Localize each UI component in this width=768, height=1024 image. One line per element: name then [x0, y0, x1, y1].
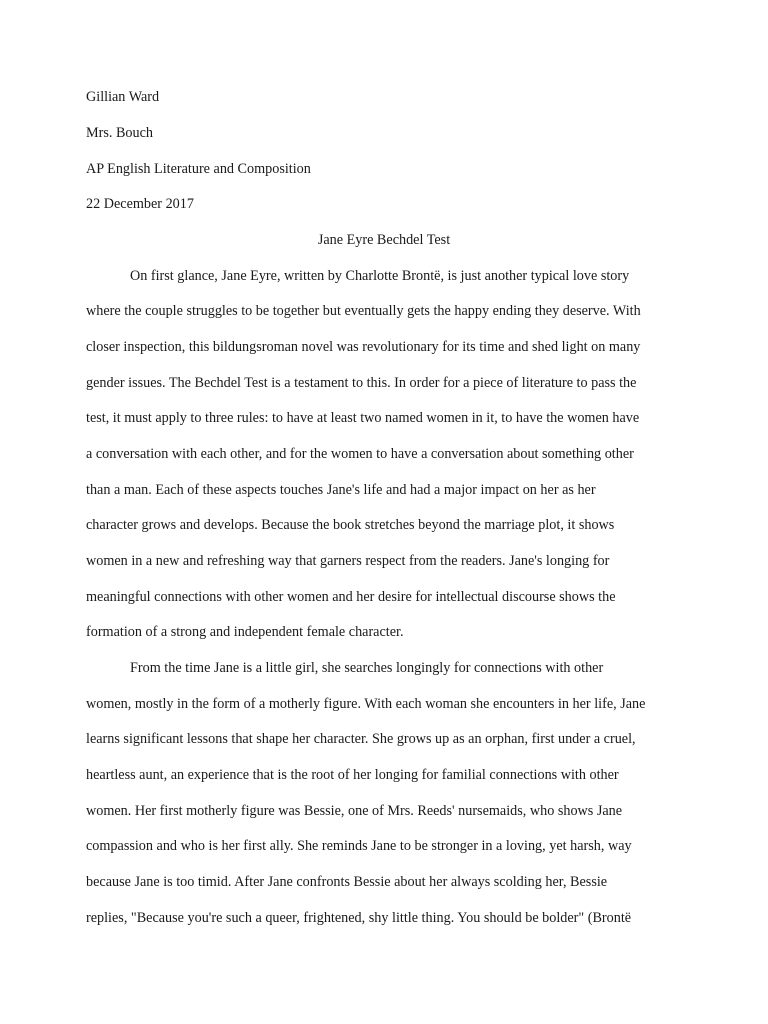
paragraph-1-line-9: women in a new and refreshing way that garners respect from the readers. Jane's longing for	[86, 553, 610, 569]
paragraph-2-line-4: heartless aunt, an experience that is the root of her longing for familial connections with other	[86, 767, 619, 783]
paragraph-2-line-6: compassion and who is her first ally. She reminds Jane to be stronger in a loving, yet harsh, way	[86, 838, 632, 854]
paragraph-1-line-7: than a man. Each of these aspects touches Jane's life and had a major impact on her as her	[86, 482, 596, 498]
paragraph-1-line-11: formation of a strong and independent female character.	[86, 624, 404, 640]
paragraph-1-line-5: test, it must apply to three rules: to have at least two named women in it, to have the women have	[86, 410, 640, 426]
paragraph-1-line-6: a conversation with each other, and for the women to have a conversation about something other	[86, 446, 634, 462]
essay-date: 22 December 2017	[86, 196, 194, 212]
paragraph-2-line-2: women, mostly in the form of a motherly figure. With each woman she encounters in her life, Jane	[86, 696, 646, 712]
paragraph-1-line-8: character grows and develops. Because the book stretches beyond the marriage plot, it shows	[86, 517, 615, 533]
paragraph-2-line-7: because Jane is too timid. After Jane confronts Bessie about her always scolding her, Bessie	[86, 874, 608, 890]
course-name: AP English Literature and Composition	[86, 161, 311, 177]
paragraph-1-line-3: closer inspection, this bildungsroman novel was revolutionary for its time and shed light on many	[86, 339, 641, 355]
paragraph-2-line-5: women. Her first motherly figure was Bessie, one of Mrs. Reeds' nursemaids, who shows Jane	[86, 803, 623, 819]
paragraph-2-line-3: learns significant lessons that shape her character. She grows up as an orphan, first under a cruel,	[86, 731, 636, 747]
paragraph-2-line-1: From the time Jane is a little girl, she searches longingly for connections with other	[130, 660, 604, 676]
essay-title: Jane Eyre Bechdel Test	[317, 232, 451, 248]
paragraph-2-line-8: replies, "Because you're such a queer, frightened, shy little thing. You should be bolder" (Brontë	[86, 910, 632, 926]
paragraph-1-line-4: gender issues. The Bechdel Test is a testament to this. In order for a piece of literature to pass the	[86, 375, 637, 391]
paragraph-1-line-1: On first glance, Jane Eyre, written by Charlotte Brontë, is just another typical love story	[130, 268, 630, 284]
paragraph-1-line-10: meaningful connections with other women and her desire for intellectual discourse shows the	[86, 589, 616, 605]
student-name: Gillian Ward	[86, 89, 160, 105]
teacher-name: Mrs. Bouch	[86, 125, 153, 141]
paragraph-1-line-2: where the couple struggles to be together but eventually gets the happy ending they deserve. With	[86, 303, 641, 319]
